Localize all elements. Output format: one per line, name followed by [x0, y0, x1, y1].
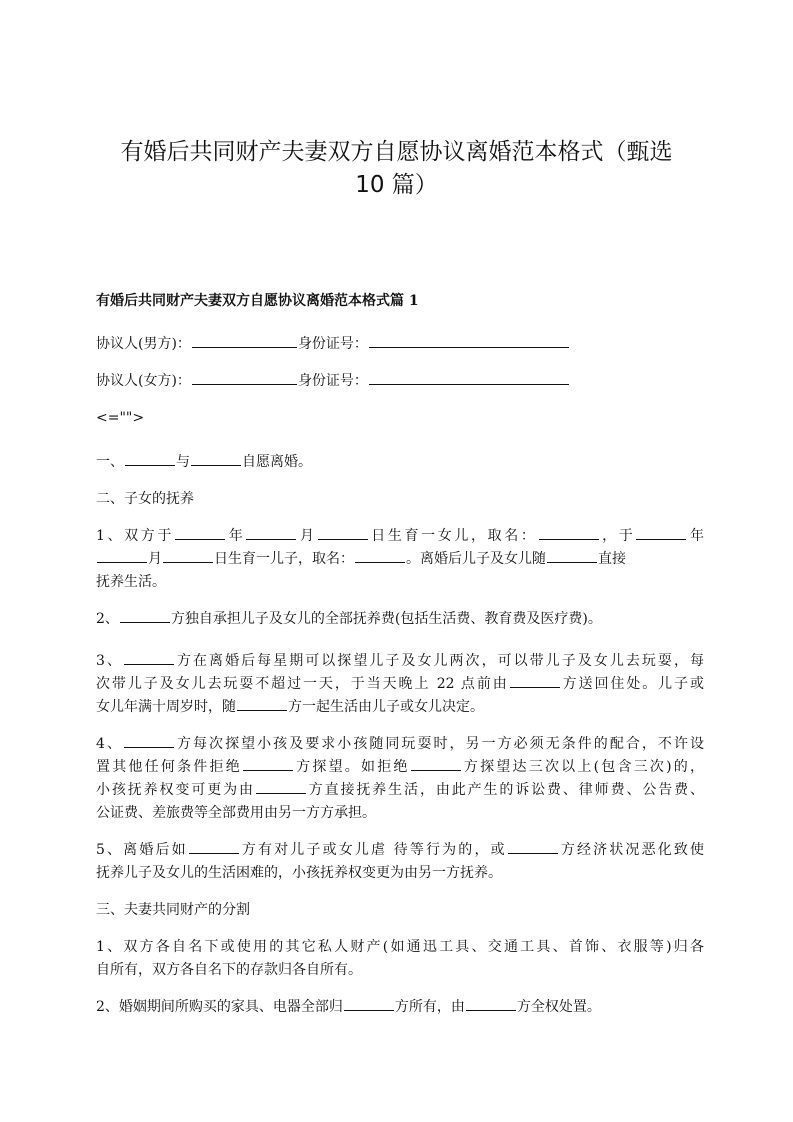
male-name-blank	[192, 333, 297, 348]
property-item-1-line-1: 1、双方各自名下或使用的其它私人财产(如通迅工具、交通工具、首饰、衣服等)归各	[96, 939, 704, 955]
title-line-2: 10 篇）	[355, 172, 438, 198]
text: 方有对儿子或女儿虐 待等行为的，或	[239, 842, 507, 858]
text: 3、	[96, 653, 123, 669]
child-item-1-line-3: 抚养生活。	[96, 574, 166, 590]
child-item-1-line-2	[96, 548, 704, 571]
month-blank	[246, 525, 296, 540]
day-blank	[318, 525, 368, 540]
text: 年	[226, 528, 246, 544]
refuse-party-blank	[243, 756, 293, 771]
female-party-line	[96, 370, 704, 393]
child-item-5-line-2: 抚养儿子及女儿的生活困难的，小孩抚养权变更为由另一方抚养。	[96, 865, 502, 881]
text: 次带儿子及女儿去玩耍不超过一天，于当天晚上 22 点前由	[96, 676, 509, 692]
female-id-blank	[369, 370, 569, 385]
custody-party-blank	[547, 548, 597, 563]
clause-1-and: 与	[176, 454, 190, 470]
visit-party-blank-2	[124, 733, 174, 748]
clause-1	[96, 451, 704, 474]
text: 方一起生活由儿子或女儿决定。	[288, 699, 484, 715]
property-item-1-line-2: 自所有，双方各自名下的存款归各自所有。	[96, 962, 362, 978]
child-item-4-line-3	[96, 779, 704, 802]
economy-party-blank	[508, 839, 558, 854]
month-blank-2	[97, 548, 147, 563]
text: 方独自承担儿子及女儿的全部抚养费(包括生活费、教育费及医疗费)。	[170, 611, 602, 627]
party-a-blank	[125, 451, 175, 466]
text: 方直接抚养生活，由此产生的诉讼费、律师费、公告费、	[306, 782, 705, 798]
year-blank-2	[636, 525, 686, 540]
text: 方在离婚后每星期可以探望儿子及女儿两次，可以带儿子及女儿去玩耍，每	[174, 653, 704, 669]
text: 月	[297, 528, 317, 544]
property-heading: 三、夫妻共同财产的分割	[96, 902, 250, 918]
male-party-line	[96, 333, 704, 356]
text: 2、婚姻期间所购买的家具、电器全部归	[96, 999, 343, 1015]
text: 方所有，由	[394, 999, 465, 1015]
abuse-party-blank	[189, 839, 239, 854]
text: 日生育一儿子，取名：	[214, 551, 354, 567]
refuse-party-blank-2	[411, 756, 461, 771]
child-item-3-line-1	[96, 650, 704, 673]
property-item-2	[96, 996, 704, 1019]
text: 小孩抚养权变可更为由	[96, 782, 255, 798]
female-name-blank	[192, 370, 297, 385]
child-item-3-line-2	[96, 673, 704, 696]
text: 2、	[96, 611, 119, 627]
text: ，于	[599, 528, 636, 544]
section-heading: 有婚后共同财产夫妻双方自愿协议离婚范本格式篇 1	[96, 293, 419, 309]
children-heading: 二、子女的抚养	[96, 491, 194, 507]
text: 直接	[598, 551, 626, 567]
child-item-2	[96, 608, 704, 631]
child-item-1-line-1	[96, 525, 704, 548]
clause-1-number: 一、	[96, 454, 124, 470]
child-item-4-line-1	[96, 733, 704, 756]
female-id-label: 身份证号：	[297, 373, 368, 389]
text: 4、	[96, 736, 123, 752]
child-item-4-line-4: 公证费、差旅费等全部费用由另一方方承担。	[96, 805, 376, 821]
text: 方探望达三次以上(包含三次)的，	[461, 759, 705, 775]
male-id-label: 身份证号：	[297, 336, 368, 352]
live-with-party-blank	[237, 696, 287, 711]
title-line-1: 有婚后共同财产夫妻双方自愿协议离婚范本格式（甄选	[120, 139, 673, 165]
text: 方探望。如拒绝	[293, 759, 410, 775]
party-b-blank	[191, 451, 241, 466]
custody-change-party-blank	[256, 779, 306, 794]
text: 月	[148, 551, 162, 567]
furniture-owner-blank	[344, 996, 394, 1011]
text: 5、离婚后如	[96, 842, 188, 858]
furniture-dispose-blank	[466, 996, 516, 1011]
text: 女儿年满十周岁时，随	[96, 699, 236, 715]
daughter-name-blank	[539, 525, 599, 540]
return-party-blank	[510, 673, 560, 688]
son-name-blank	[355, 548, 405, 563]
support-party-blank	[120, 608, 170, 623]
child-item-4-line-2	[96, 756, 704, 779]
female-party-label: 协议人(女方)：	[96, 373, 191, 389]
male-id-blank	[369, 333, 569, 348]
text: 方每次探望小孩及要求小孩随同玩耍时，另一方必须无条件的配合，不许设	[174, 736, 704, 752]
text: 年	[687, 528, 705, 544]
text: 置其他任何条件拒绝	[96, 759, 242, 775]
male-party-label: 协议人(男方)：	[96, 336, 191, 352]
document-title	[90, 136, 703, 202]
text: 1、双方于	[96, 528, 175, 544]
child-item-3-line-3	[96, 696, 704, 719]
text: 方送回住处。儿子或	[560, 676, 705, 692]
clause-1-text: 自愿离婚。	[242, 454, 312, 470]
day-blank-2	[163, 548, 213, 563]
text: 日生育一女儿，取名：	[368, 528, 538, 544]
child-item-5-line-1	[96, 839, 704, 862]
visit-party-blank	[124, 650, 174, 665]
text: 。离婚后儿子及女儿随	[406, 551, 546, 567]
text: 方全权处置。	[516, 999, 601, 1015]
code-artifact: <="">	[96, 410, 145, 426]
text: 方经济状况恶化致使	[558, 842, 704, 858]
year-blank	[175, 525, 225, 540]
